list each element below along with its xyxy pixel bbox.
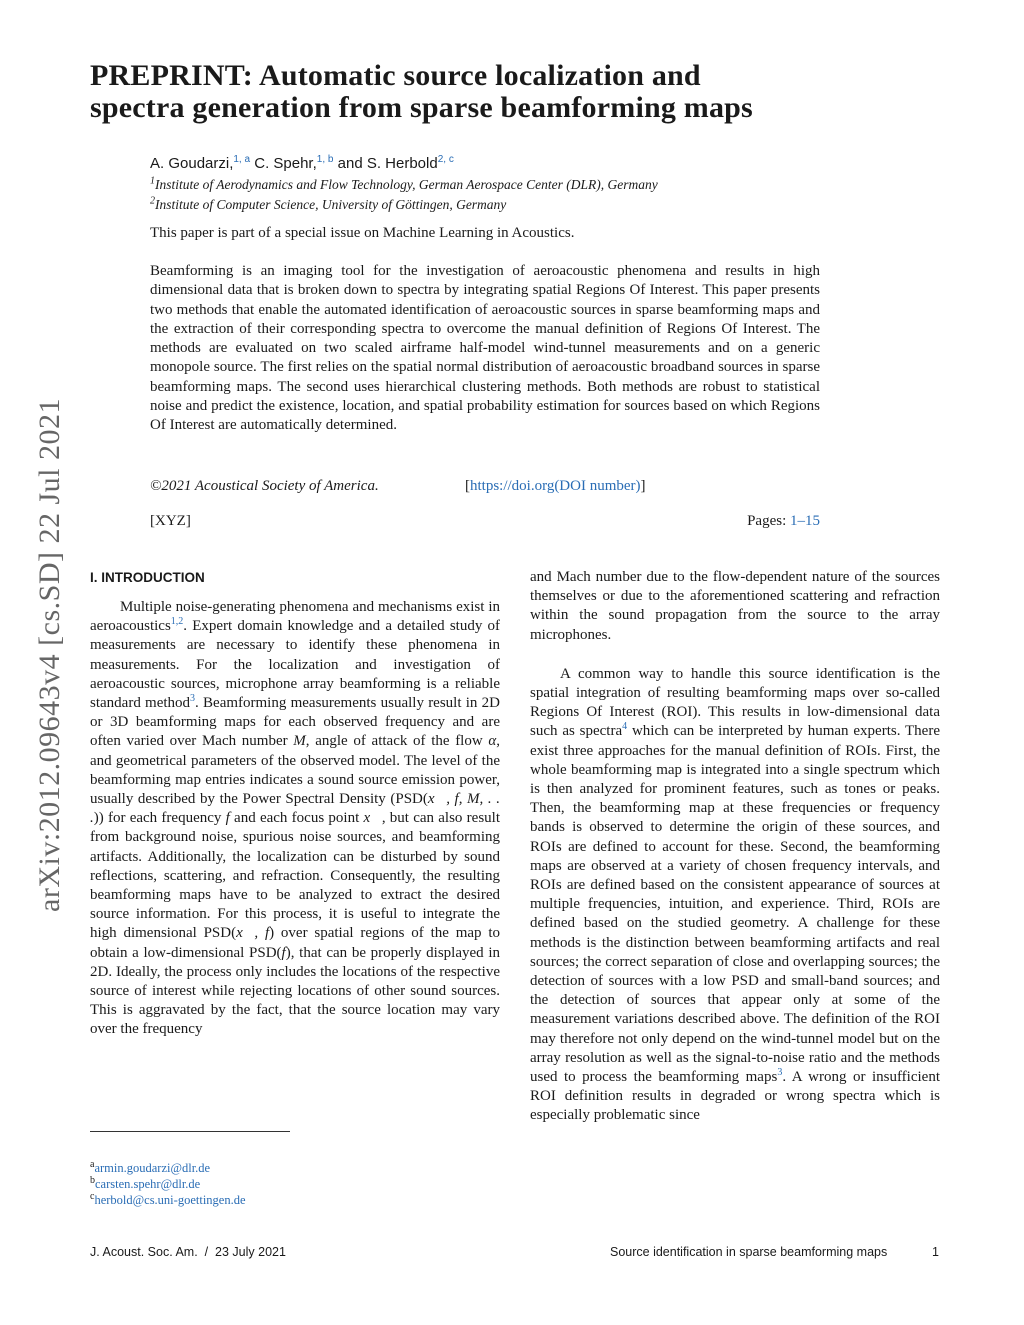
citation-3b[interactable]: 3 [777, 1067, 783, 1079]
footnote-a: $^a$armin.goudarzi@dlr.de [90, 1158, 211, 1175]
author-3: and S. Herbold [337, 155, 438, 172]
email-link-a[interactable]: armin.goudarzi@dlr.de [94, 1161, 211, 1175]
author-2-mark[interactable]: 1, b [316, 154, 334, 165]
author-1-mark[interactable]: 1, a [233, 154, 251, 165]
page-range: Pages: 1–15 [747, 513, 820, 529]
doi: [https://doi.org(DOI number)] [465, 478, 646, 494]
intro-paragraph-1-continued: and Mach number due to the flow-dependent nature of the sources themselves or due to the aforementioned scattering and refraction within the sound propagation from the source to the array microphones. [530, 569, 940, 643]
footer-running-title: Source identification in sparse beamforming maps [610, 1245, 888, 1259]
email-link-b[interactable]: carsten.spehr@dlr.de [95, 1177, 201, 1191]
doi-link[interactable]: https://doi.org(DOI number) [470, 478, 641, 494]
author-1: A. Goudarzi, [150, 155, 234, 172]
abstract: Beamforming is an imaging tool for the investigation of aeroacoustic phenomena and results in high dimensional data that is broken down to spectra by integrating spatial Regions Of Interest. This paper presents two methods that enable the automated identification of aeroacoustic sources in sparse beamforming maps and the extraction of their corresponding spectra to overcome the manual definition of Regions Of Interest. The methods are evaluated on two scaled airframe half-model wind-tunnel measurements and on a generic monopole source. The first relies on the spatial normal distribution of aeroacoustic broadband sources in sparse beamforming maps. The second uses hierarchical clustering methods. Both methods are robust to statistical noise and predict the existence, location, and spatial probability estimation for sources based on which Regions Of Interest are automatically determined. [150, 263, 820, 434]
title-line-2: spectra generation from sparse beamforming maps [90, 91, 753, 124]
footnote-rule [90, 1131, 290, 1132]
footer-journal: J. Acoust. Soc. Am. / 23 July 2021 [90, 1245, 286, 1259]
column-left [90, 598, 500, 1040]
manuscript-id: [XYZ] [150, 513, 191, 529]
author-3-mark[interactable]: 2, c [437, 154, 454, 165]
intro-paragraph-2: A common way to handle this source identification is the spatial integration of resulting beamforming maps over so-called Regions Of Interest (ROI). This results in low-dimensional data such as spectra$^4$ which can be interpreted by human experts. There exist three approaches for the manual definition of ROIs. First, the whole beamforming map is integrated into a single spectrum which is then analyzed for prominent features, such as tones or peaks. Then, the beamforming map at these frequencies or frequency bands is observed to determine the origin of these sources, and ROIs are defined to account for these. Second, the beamforming maps are observed at a variety of chosen frequency intervals, and ROIs are defined based on the consistent appearance of sources at multiple frequencies, intuition, and experience. Third, ROIs are defined based on the studied geometry. A challenge for these methods is the distinction between beamforming artifacts and real sources; the correct separation of close and overlapping sources; the detection of sources with a low PSD and small-band sources; and the detection of sources that appear only at some of the measurement variations described above. The definition of the ROI may therefore not only depend on the wind-tunnel model but on the array resolution as well as the signal-to-noise ratio and the methods used to process the beamforming maps$^3$. A wrong or insufficient ROI definition results in degraded or wrong spectra which is especially problematic since [530, 665, 940, 1124]
footnote-b: $^b$carsten.spehr@dlr.de [90, 1174, 201, 1191]
email-link-c[interactable]: herbold@cs.uni-goettingen.de [94, 1193, 246, 1207]
author-2: C. Spehr, [254, 155, 317, 172]
affiliation-1: $^1$Institute of Aerodynamics and Flow Technology, German Aerospace Center (DLR), Germany [150, 175, 658, 192]
arxiv-sidebar-stamp: arXiv:2012.09643v4 [cs.SD] 22 Jul 2021 [33, 398, 66, 912]
title-line-1: PREPRINT: Automatic source localization and [90, 59, 701, 92]
citation-1-2[interactable]: 1,2 [170, 616, 184, 628]
paper-title [90, 60, 890, 124]
column-right [530, 568, 940, 1126]
section-heading: I. INTRODUCTION [90, 570, 205, 585]
author-list [150, 155, 454, 172]
citation-4[interactable]: 4 [622, 721, 628, 733]
intro-paragraph-1: Multiple noise-generating phenomena and mechanisms exist in aeroacoustics$^{1,2}$. Expert domain knowledge and a detailed study of measurements are necessary to identify these phenomena in measurements. For the localization and investigation of aeroacoustic sources, microphone array beamforming is a reliable standard method$^3$. Beamforming measurements usually result in 2D or 3D beamforming maps for each observed frequency and are often varied over Mach number M, angle of attack of the flow α, and geometrical parameters of the observed model. The level of the beamforming map entries indicates a sound source emission power, usually described by the Power Spectral Density (PSD(x⃗, f, M, . . .)) for each frequency f and each focus point x⃗, but can also result from background noise, spurious noise sources, and beamforming artifacts. Additionally, the localization can be disturbed by sound reflections, scattering, and refraction. Consequently, the resulting beamforming maps have to be analyzed to extract the desired source information. For this process, it is useful to integrate the high dimensional PSD(x⃗, f) over spatial regions of the map to obtain a low-dimensional PSD(f), that can be properly displayed in 2D. Ideally, the process only includes the locations of the respective source of interest while rejecting locations of other sound sources. This is aggravated by the fact, that the source location may vary over the frequency [90, 599, 501, 1038]
footer-page-number: 1 [932, 1245, 939, 1259]
affiliation-2: $^2$Institute of Computer Science, University of Göttingen, Germany [150, 195, 507, 212]
citation-3[interactable]: 3 [190, 693, 196, 705]
copyright-notice: ©2021 Acoustical Society of America. [150, 478, 379, 494]
footnote-c: $^c$herbold@cs.uni-goettingen.de [90, 1190, 246, 1207]
special-issue-note: This paper is part of a special issue on Machine Learning in Acoustics. [150, 225, 575, 241]
page-range-link[interactable]: 1–15 [790, 513, 820, 529]
